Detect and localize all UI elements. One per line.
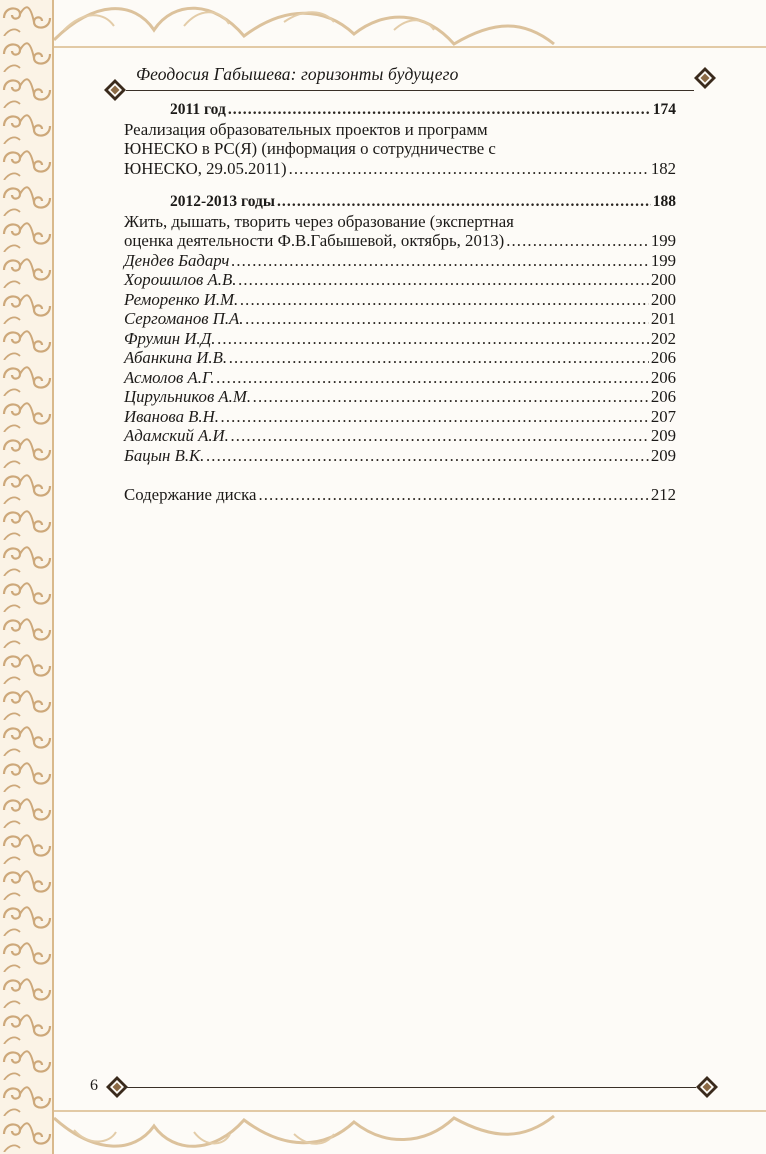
diamond-ornament-icon bbox=[104, 79, 126, 101]
page-number: 209 bbox=[650, 445, 676, 465]
toc-author-entry[interactable]: Иванова В.Н. ..... 207 bbox=[124, 407, 676, 427]
ornament-border-left bbox=[0, 0, 54, 1154]
toc-author-entry[interactable]: Хорошилов А.В. ..... 200 bbox=[124, 270, 676, 290]
page-number: 199 bbox=[650, 250, 676, 270]
diamond-ornament-icon bbox=[694, 67, 716, 89]
page-footer bbox=[86, 1072, 718, 1102]
toc-author-entry[interactable]: Асмолов А.Г. ..... 206 bbox=[124, 368, 676, 388]
page-number: 182 bbox=[650, 158, 676, 178]
header-rule bbox=[126, 90, 694, 91]
toc-author-entry[interactable]: Бацын В.К. ..... 209 bbox=[124, 446, 676, 466]
page-number: 207 bbox=[650, 406, 676, 426]
ornament-border-top bbox=[54, 0, 766, 48]
toc-section-2012-2013[interactable]: 2012-2013 годы ..... 188 bbox=[124, 192, 676, 212]
page-number: 201 bbox=[650, 309, 676, 328]
page-number: 212 bbox=[650, 485, 676, 504]
ornament-border-bottom bbox=[54, 1110, 766, 1154]
toc-entry-unesco[interactable]: Реализация образовательных проектов и программ ЮНЕСКО в РС(Я) (информация о сотрудничестве с ЮНЕСКО, 29.05.2011) ..... 182 bbox=[124, 120, 676, 179]
table-of-contents bbox=[124, 100, 676, 505]
toc-author-entry[interactable]: Абанкина И.В. ..... 206 bbox=[124, 348, 676, 368]
page-number: 174 bbox=[652, 101, 676, 118]
page-number: 200 bbox=[650, 289, 676, 309]
page-number: 206 bbox=[650, 348, 676, 367]
page-number: 202 bbox=[650, 328, 676, 348]
toc-section-2011[interactable]: 2011 год ..... 174 bbox=[124, 100, 676, 120]
toc-author-entry[interactable]: Адамский А.И. ..... 209 bbox=[124, 426, 676, 446]
footer-rule bbox=[124, 1087, 696, 1088]
toc-author-entry[interactable]: Фрумин И.Д. ..... 202 bbox=[124, 329, 676, 349]
page-number: 199 bbox=[650, 231, 676, 250]
page-number: 209 bbox=[650, 426, 676, 445]
page-number-footer: 6 bbox=[90, 1077, 98, 1094]
page-number: 206 bbox=[650, 387, 676, 406]
diamond-ornament-icon bbox=[696, 1076, 718, 1098]
toc-entry-live-breathe[interactable]: Жить, дышать, творить через образование (экспертная оценка деятельности Ф.В.Габышевой, октябрь, 2013) ..... 199 bbox=[124, 212, 676, 251]
toc-author-entry[interactable]: Сергоманов П.А. ..... 201 bbox=[124, 309, 676, 329]
header-title: Феодосия Габышева: горизонты будущего bbox=[136, 64, 459, 84]
toc-author-entry[interactable]: Дендев Бадарч ..... 199 bbox=[124, 251, 676, 271]
page-number: 188 bbox=[652, 193, 676, 210]
toc-author-entry[interactable]: Цирульников А.М. ..... 206 bbox=[124, 387, 676, 407]
running-header bbox=[104, 58, 716, 92]
page-number: 206 bbox=[650, 367, 676, 387]
page-number: 200 bbox=[650, 270, 676, 289]
toc-author-entry[interactable]: Реморенко И.М. ..... 200 bbox=[124, 290, 676, 310]
toc-entry-disc-contents[interactable]: Содержание диска ..... 212 bbox=[124, 485, 676, 505]
